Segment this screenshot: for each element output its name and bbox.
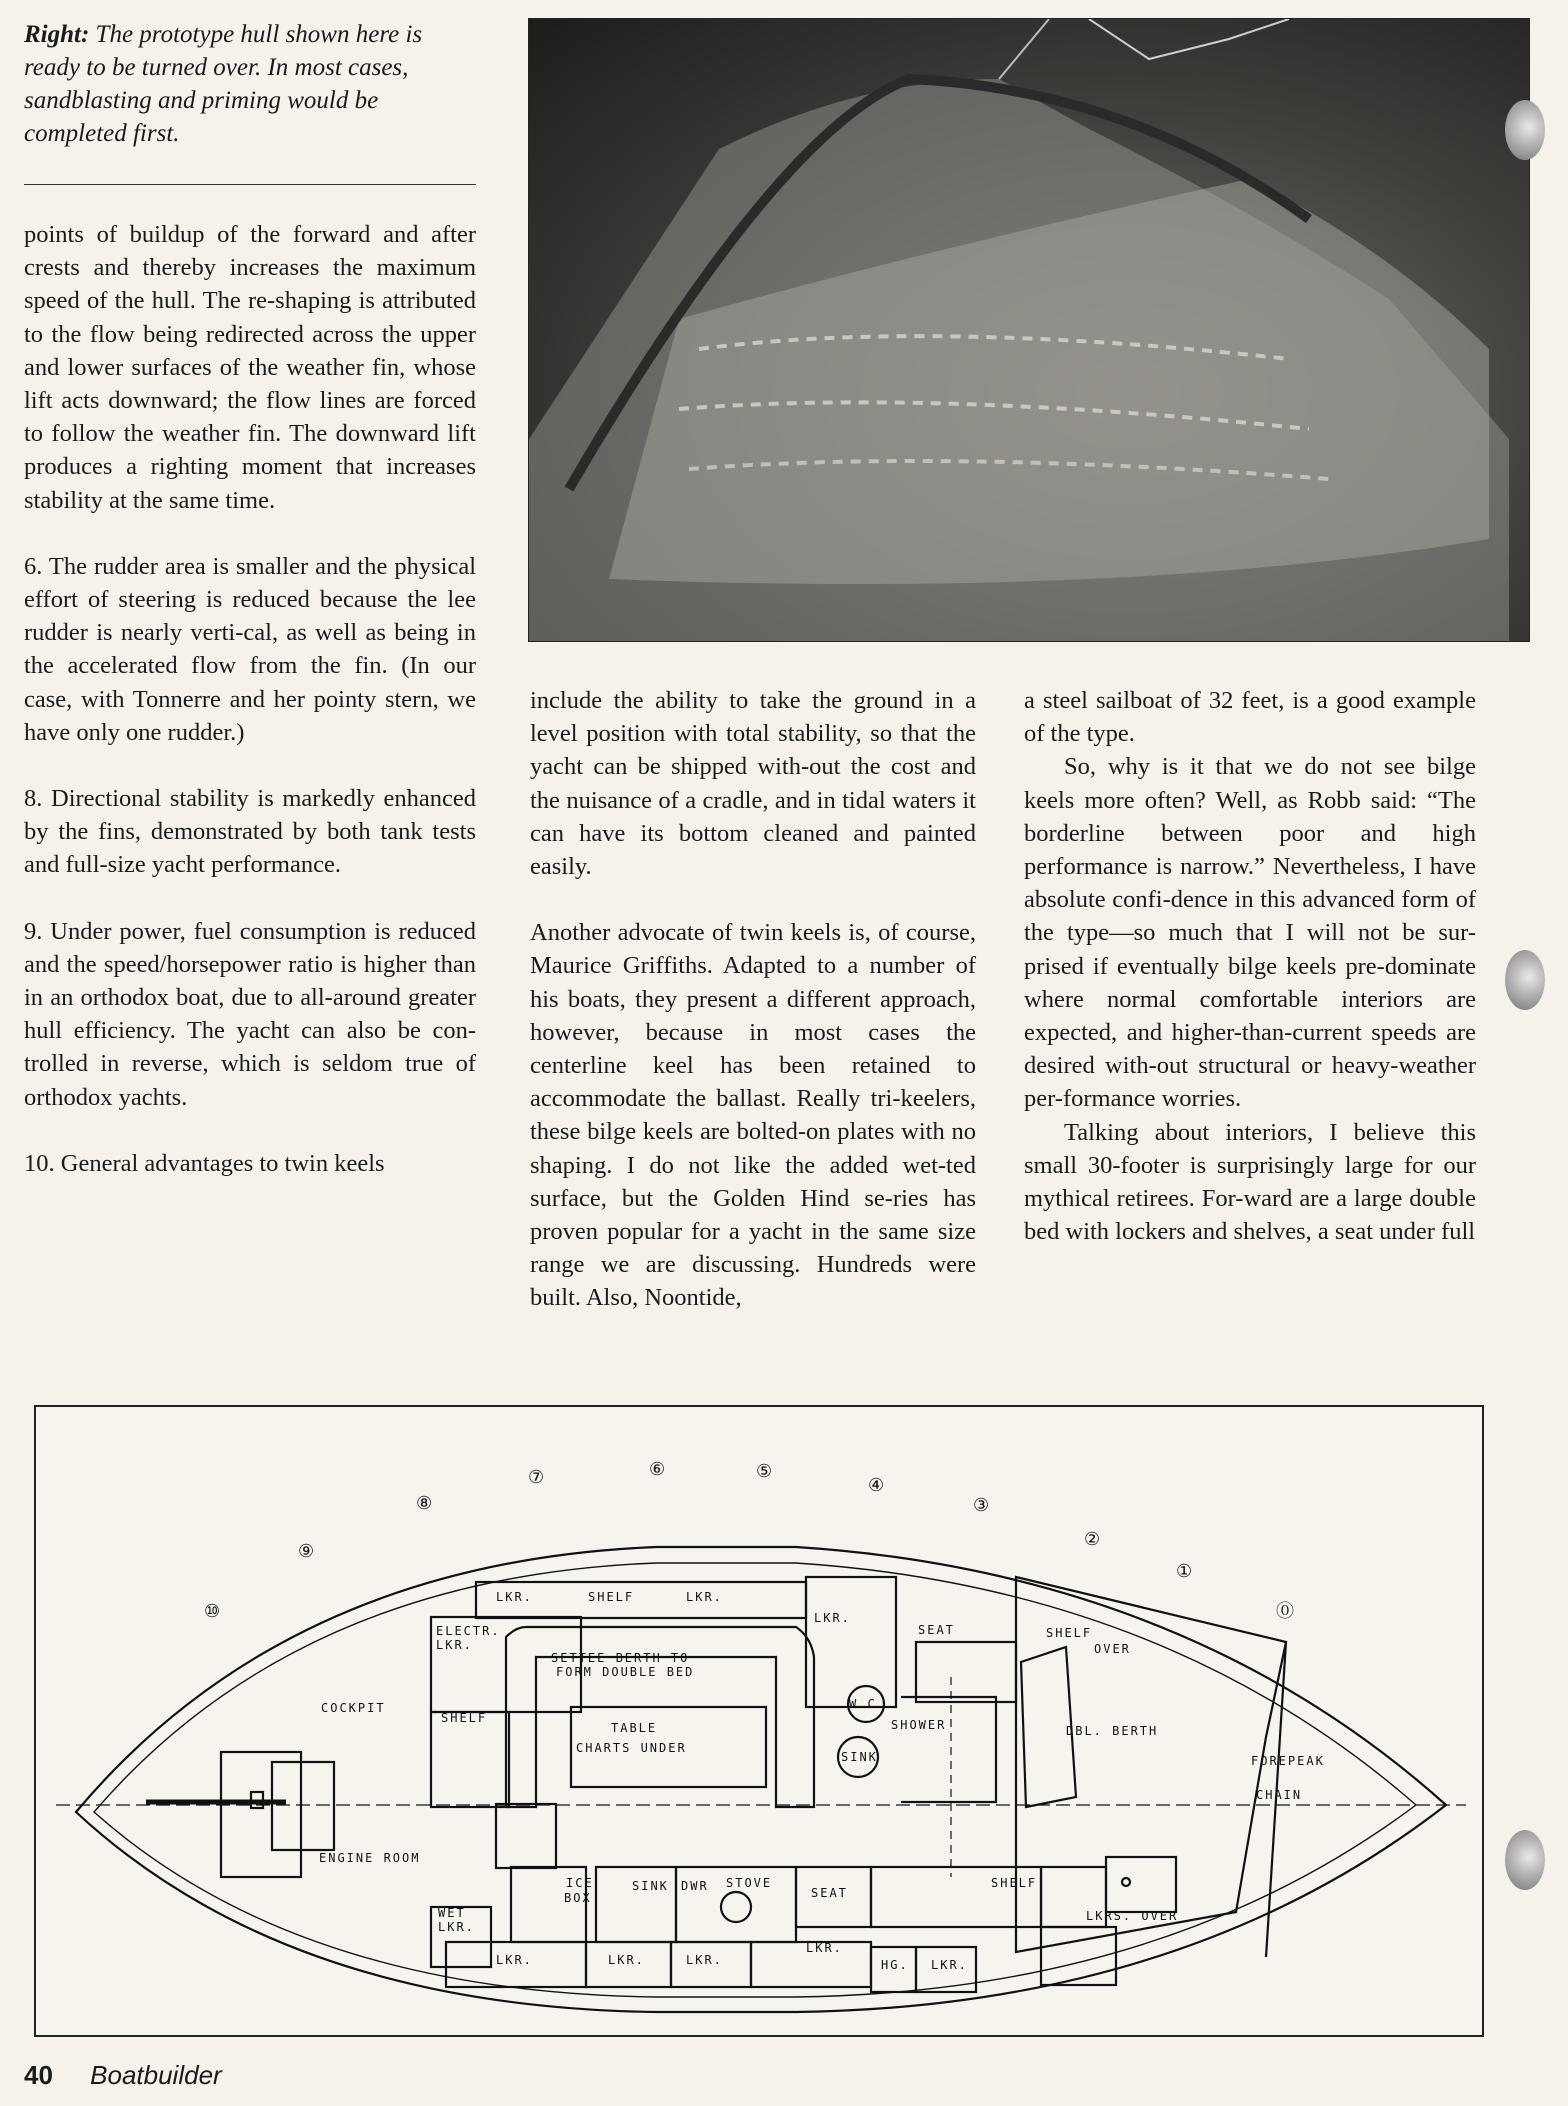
station-marker: ⑦: [528, 1467, 545, 1488]
plan-label: OVER: [1094, 1642, 1131, 1656]
station-marker: ⑤: [756, 1461, 773, 1482]
plan-label: TABLE: [611, 1721, 658, 1735]
text-column-3: [1024, 684, 1476, 1248]
photo-caption: [24, 18, 484, 150]
paragraph: Talking about interiors, I believe this small 30-footer is surprisingly large for our mythical retirees. For-ward are a large double bed with lockers and shelves, a seat under full: [1024, 1118, 1476, 1246]
plan-label: SINK: [841, 1750, 878, 1764]
caption-lead: Right:: [24, 21, 90, 48]
paragraph: 9. Under power, fuel consumption is reduced and the speed/horsepower ratio is higher than in an orthodox boat, due to all-around greater hull efficiency. The yacht can also be con-trolled in reverse, which is seldom true of orthodox yachts.: [24, 917, 476, 1111]
plan-label: LKR.: [496, 1953, 533, 1967]
paragraph: 8. Directional stability is markedly enhanced by the fins, demonstrated by both tank tests and full-size yacht performance.: [24, 785, 476, 879]
plan-label: CHAIN: [1256, 1788, 1303, 1802]
station-marker: ③: [973, 1495, 990, 1516]
plan-label: SHELF: [1046, 1626, 1093, 1640]
plan-label: SINK: [632, 1879, 669, 1893]
plan-label: LKR.: [438, 1920, 475, 1934]
plan-label: FORM DOUBLE BED: [556, 1665, 695, 1679]
station-marker: ⑨: [298, 1541, 315, 1562]
plan-label: LKR.: [436, 1638, 473, 1652]
plan-label: W.C: [849, 1697, 877, 1711]
station-marker: ①: [1176, 1561, 1193, 1582]
plan-label: FOREPEAK: [1251, 1754, 1325, 1768]
binder-hole: [1505, 1830, 1545, 1890]
text-column-1: [24, 218, 476, 1180]
plan-label: ELECTR.: [436, 1624, 501, 1638]
plan-label: SETTEE BERTH TO: [551, 1651, 690, 1665]
paragraph: a steel sailboat of 32 feet, is a good example of the type.: [1024, 687, 1476, 748]
plan-label: SEAT: [918, 1623, 955, 1637]
plan-label: LKR.: [686, 1590, 723, 1604]
plan-label: HG.: [881, 1958, 909, 1972]
plan-label: SEAT: [811, 1886, 848, 1900]
paragraph: include the ability to take the ground in a level position with total stability, so that the yacht can be shipped with-out the cost and the nuisance of a cradle, and in tidal waters it can have its bottom cleaned and painted easily.: [530, 687, 976, 881]
plan-label: LKR.: [608, 1953, 645, 1967]
plan-label: LKR.: [814, 1611, 851, 1625]
plan-label: SHELF: [441, 1711, 488, 1725]
page-number: 40: [24, 2060, 53, 2090]
plan-label: COCKPIT: [321, 1701, 386, 1715]
plan-label: LKR.: [496, 1590, 533, 1604]
caption-rule: [24, 184, 476, 185]
publication-name: Boatbuilder: [90, 2060, 222, 2090]
station-marker: ⑩: [204, 1601, 221, 1622]
plan-label: WET: [438, 1906, 466, 1920]
plan-label: LKRS. OVER: [1086, 1909, 1179, 1923]
plan-label: LKR.: [806, 1941, 843, 1955]
paragraph: So, why is it that we do not see bilge keels more often? Well, as Robb said: “The borderline between poor and high performance is narrow.” Nevertheless, I have absolute confi-dence in this advanced form of the type—so much that I will not be sur-prised if eventually bilge keels pre-dominate where normal comfortable interiors are expected, and higher-than-current speeds are desired with-out structural or heavy-weather per-formance worries.: [1024, 753, 1476, 1113]
station-marker: ④: [868, 1475, 885, 1496]
plan-label: CHARTS UNDER: [576, 1741, 687, 1755]
plan-label: STOVE: [726, 1876, 773, 1890]
paragraph: Another advocate of twin keels is, of course, Maurice Griffiths. Adapted to a number of his boats, they present a different approach, however, because in most cases the centerline keel has been retained to accommodate the ballast. Really tri-keelers, these bilge keels are bolted-on plates with no shaping. I do not like the added wet-ted surface, but the Golden Hind se-ries has proven popular for a yacht in the same size range we are discussing. Hundreds were built. Also, Noontide,: [530, 919, 976, 1312]
station-marker: ⑥: [649, 1459, 666, 1480]
plan-label: SHELF: [991, 1876, 1038, 1890]
paragraph: 10. General advantages to twin keels: [24, 1149, 385, 1177]
plan-label: LKR.: [931, 1958, 968, 1972]
plan-label: DBL. BERTH: [1066, 1724, 1159, 1738]
plan-label: LKR.: [686, 1953, 723, 1967]
interior-plan-drawing: [34, 1405, 1484, 2037]
station-marker: ⓪: [1276, 1601, 1294, 1622]
plan-label: ICE: [566, 1876, 594, 1890]
hull-photo: [528, 18, 1530, 642]
plan-label: BOX: [564, 1891, 592, 1905]
plan-label: DWR: [681, 1879, 709, 1893]
binder-hole: [1505, 100, 1545, 160]
paragraph: 6. The rudder area is smaller and the physical effort of steering is reduced because the lee rudder is nearly verti-cal, as well as being in the accelerated flow from the fin. (In our case, with Tonnerre and her pointy stern, we have only one rudder.): [24, 552, 476, 746]
plan-label: SHOWER: [891, 1718, 947, 1732]
binder-hole: [1505, 950, 1545, 1010]
text-column-2: [530, 684, 976, 1315]
caption-text: The prototype hull shown here is ready to be turned over. In most cases, sandblasting and priming would be completed first.: [24, 21, 423, 147]
plan-label: ENGINE ROOM: [319, 1851, 421, 1865]
station-marker: ⑧: [416, 1493, 433, 1514]
page-footer: [24, 2060, 222, 2091]
plan-label: SHELF: [588, 1590, 635, 1604]
station-marker: ②: [1084, 1529, 1101, 1550]
paragraph: points of buildup of the forward and after crests and thereby increases the maximum speed of the hull. The re-shaping is attributed to the flow being redirected across the upper and lower surfaces of the weather fin, whose lift acts downward; the flow lines are forced to follow the weather fin. The downward lift produces a righting moment that increases stability at the same time.: [24, 221, 476, 514]
